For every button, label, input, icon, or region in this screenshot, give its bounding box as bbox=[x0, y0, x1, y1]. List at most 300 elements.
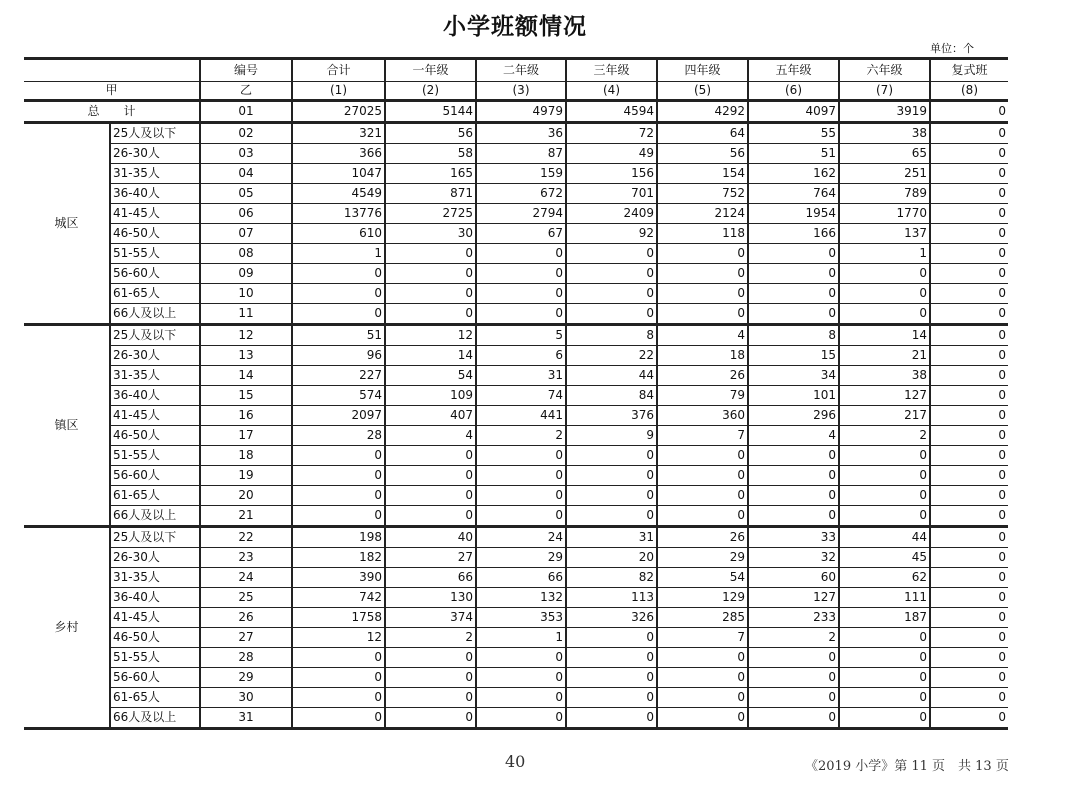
cell-value: 374 bbox=[385, 608, 476, 628]
cell-value: 789 bbox=[839, 184, 930, 204]
cell-value: 285 bbox=[657, 608, 748, 628]
row-code: 20 bbox=[200, 486, 292, 506]
cell-value: 4097 bbox=[748, 101, 839, 123]
cell-value: 1047 bbox=[292, 164, 385, 184]
cell-value: 0 bbox=[839, 648, 930, 668]
cell-value: 182 bbox=[292, 548, 385, 568]
cell-value: 0 bbox=[657, 648, 748, 668]
cell-value: 1758 bbox=[292, 608, 385, 628]
cell-value: 0 bbox=[930, 688, 1008, 708]
cell-value: 0 bbox=[292, 486, 385, 506]
cell-value: 0 bbox=[292, 648, 385, 668]
column-header: 四年级 bbox=[657, 59, 748, 82]
cell-value: 0 bbox=[839, 466, 930, 486]
row-code: 22 bbox=[200, 527, 292, 548]
cell-value: 4 bbox=[385, 426, 476, 446]
cell-value: 137 bbox=[839, 224, 930, 244]
class-size-label: 25人及以下 bbox=[110, 123, 200, 144]
row-code: 17 bbox=[200, 426, 292, 446]
cell-value: 0 bbox=[930, 548, 1008, 568]
cell-value: 0 bbox=[476, 446, 566, 466]
cell-value: 40 bbox=[385, 527, 476, 548]
cell-value: 0 bbox=[930, 346, 1008, 366]
cell-value: 227 bbox=[292, 366, 385, 386]
cell-value: 92 bbox=[566, 224, 657, 244]
column-sub-header: (3) bbox=[476, 82, 566, 101]
cell-value: 0 bbox=[930, 588, 1008, 608]
cell-value: 0 bbox=[748, 708, 839, 729]
cell-value: 45 bbox=[839, 548, 930, 568]
table-row bbox=[24, 244, 1008, 264]
cell-value: 66 bbox=[385, 568, 476, 588]
table-row bbox=[24, 284, 1008, 304]
cell-value: 752 bbox=[657, 184, 748, 204]
cell-value: 28 bbox=[292, 426, 385, 446]
cell-value: 0 bbox=[748, 466, 839, 486]
class-size-label: 31-35人 bbox=[110, 366, 200, 386]
cell-value: 0 bbox=[748, 688, 839, 708]
table-row bbox=[24, 366, 1008, 386]
cell-value: 0 bbox=[839, 304, 930, 325]
row-code: 06 bbox=[200, 204, 292, 224]
cell-value: 111 bbox=[839, 588, 930, 608]
row-code: 04 bbox=[200, 164, 292, 184]
cell-value: 0 bbox=[839, 628, 930, 648]
group-label: 镇区 bbox=[24, 325, 110, 527]
cell-value: 0 bbox=[385, 648, 476, 668]
cell-value: 1 bbox=[292, 244, 385, 264]
table-row bbox=[24, 144, 1008, 164]
cell-value: 74 bbox=[476, 386, 566, 406]
cell-value: 4292 bbox=[657, 101, 748, 123]
cell-value: 0 bbox=[566, 628, 657, 648]
cell-value: 2 bbox=[476, 426, 566, 446]
cell-value: 0 bbox=[657, 668, 748, 688]
cell-value: 701 bbox=[566, 184, 657, 204]
cell-value: 2 bbox=[748, 628, 839, 648]
cell-value: 38 bbox=[839, 366, 930, 386]
row-code: 30 bbox=[200, 688, 292, 708]
cell-value: 0 bbox=[930, 366, 1008, 386]
cell-value: 0 bbox=[292, 688, 385, 708]
row-code: 13 bbox=[200, 346, 292, 366]
cell-value: 9 bbox=[566, 426, 657, 446]
row-code: 02 bbox=[200, 123, 292, 144]
class-size-label: 51-55人 bbox=[110, 446, 200, 466]
row-code: 16 bbox=[200, 406, 292, 426]
cell-value: 326 bbox=[566, 608, 657, 628]
cell-value: 296 bbox=[748, 406, 839, 426]
cell-value: 0 bbox=[748, 648, 839, 668]
row-code: 26 bbox=[200, 608, 292, 628]
class-size-table bbox=[24, 57, 1008, 730]
column-sub-header: (4) bbox=[566, 82, 657, 101]
cell-value: 0 bbox=[748, 486, 839, 506]
row-code: 08 bbox=[200, 244, 292, 264]
cell-value: 27 bbox=[385, 548, 476, 568]
unit-label: 单位：个 bbox=[930, 42, 974, 55]
cell-value: 0 bbox=[657, 244, 748, 264]
cell-value: 58 bbox=[385, 144, 476, 164]
cell-value: 0 bbox=[566, 304, 657, 325]
cell-value: 0 bbox=[930, 608, 1008, 628]
cell-value: 0 bbox=[839, 446, 930, 466]
table-row bbox=[24, 304, 1008, 325]
cell-value: 26 bbox=[657, 366, 748, 386]
column-sub-header: 乙 bbox=[200, 82, 292, 101]
cell-value: 198 bbox=[292, 527, 385, 548]
cell-value: 4979 bbox=[476, 101, 566, 123]
cell-value: 20 bbox=[566, 548, 657, 568]
cell-value: 0 bbox=[566, 688, 657, 708]
column-sub-header: (8) bbox=[930, 82, 1008, 101]
cell-value: 0 bbox=[385, 466, 476, 486]
cell-value: 0 bbox=[930, 123, 1008, 144]
cell-value: 12 bbox=[385, 325, 476, 346]
cell-value: 0 bbox=[930, 224, 1008, 244]
cell-value: 82 bbox=[566, 568, 657, 588]
cell-value: 8 bbox=[566, 325, 657, 346]
row-code: 11 bbox=[200, 304, 292, 325]
row-code: 03 bbox=[200, 144, 292, 164]
cell-value: 0 bbox=[657, 446, 748, 466]
cell-value: 0 bbox=[657, 708, 748, 729]
cell-value: 64 bbox=[657, 123, 748, 144]
column-header: 复式班 bbox=[930, 59, 1008, 82]
cell-value: 0 bbox=[385, 264, 476, 284]
table-row bbox=[24, 466, 1008, 486]
row-code: 24 bbox=[200, 568, 292, 588]
cell-value: 21 bbox=[839, 346, 930, 366]
row-code: 21 bbox=[200, 506, 292, 527]
cell-value: 31 bbox=[566, 527, 657, 548]
cell-value: 13776 bbox=[292, 204, 385, 224]
cell-value: 376 bbox=[566, 406, 657, 426]
class-size-label: 51-55人 bbox=[110, 648, 200, 668]
class-size-label: 36-40人 bbox=[110, 588, 200, 608]
cell-value: 0 bbox=[566, 668, 657, 688]
cell-value: 0 bbox=[930, 304, 1008, 325]
cell-value: 0 bbox=[930, 426, 1008, 446]
class-size-label: 51-55人 bbox=[110, 244, 200, 264]
row-code: 19 bbox=[200, 466, 292, 486]
cell-value: 109 bbox=[385, 386, 476, 406]
cell-value: 353 bbox=[476, 608, 566, 628]
cell-value: 2 bbox=[839, 426, 930, 446]
cell-value: 14 bbox=[839, 325, 930, 346]
cell-value: 159 bbox=[476, 164, 566, 184]
cell-value: 0 bbox=[839, 486, 930, 506]
cell-value: 0 bbox=[476, 668, 566, 688]
cell-value: 79 bbox=[657, 386, 748, 406]
cell-value: 14 bbox=[385, 346, 476, 366]
column-header: 合计 bbox=[292, 59, 385, 82]
row-code: 05 bbox=[200, 184, 292, 204]
column-sub-header: (2) bbox=[385, 82, 476, 101]
cell-value: 55 bbox=[748, 123, 839, 144]
cell-value: 67 bbox=[476, 224, 566, 244]
cell-value: 407 bbox=[385, 406, 476, 426]
cell-value: 5144 bbox=[385, 101, 476, 123]
class-size-label: 25人及以下 bbox=[110, 527, 200, 548]
page-number: 40 bbox=[505, 752, 526, 771]
cell-value: 30 bbox=[385, 224, 476, 244]
cell-value: 113 bbox=[566, 588, 657, 608]
page-title: 小学班额情况 bbox=[443, 14, 587, 40]
cell-value: 0 bbox=[839, 708, 930, 729]
row-code: 27 bbox=[200, 628, 292, 648]
cell-value: 0 bbox=[385, 446, 476, 466]
cell-value: 610 bbox=[292, 224, 385, 244]
cell-value: 1 bbox=[476, 628, 566, 648]
cell-value: 2 bbox=[385, 628, 476, 648]
cell-value: 4594 bbox=[566, 101, 657, 123]
row-code: 01 bbox=[200, 101, 292, 123]
table-row bbox=[24, 264, 1008, 284]
table-row bbox=[24, 123, 1008, 144]
header-sub-row bbox=[24, 82, 1008, 101]
table-row bbox=[24, 506, 1008, 527]
class-size-label: 36-40人 bbox=[110, 184, 200, 204]
cell-value: 441 bbox=[476, 406, 566, 426]
row-code: 10 bbox=[200, 284, 292, 304]
table-row bbox=[24, 628, 1008, 648]
column-sub-header: (7) bbox=[839, 82, 930, 101]
class-size-label: 56-60人 bbox=[110, 668, 200, 688]
row-code: 23 bbox=[200, 548, 292, 568]
cell-value: 72 bbox=[566, 123, 657, 144]
cell-value: 0 bbox=[385, 708, 476, 729]
cell-value: 27025 bbox=[292, 101, 385, 123]
cell-value: 0 bbox=[748, 506, 839, 527]
class-size-label: 56-60人 bbox=[110, 264, 200, 284]
column-header: 六年级 bbox=[839, 59, 930, 82]
cell-value: 18 bbox=[657, 346, 748, 366]
class-size-label: 46-50人 bbox=[110, 426, 200, 446]
cell-value: 0 bbox=[930, 284, 1008, 304]
row-code: 29 bbox=[200, 668, 292, 688]
cell-value: 0 bbox=[292, 708, 385, 729]
cell-value: 51 bbox=[292, 325, 385, 346]
cell-value: 574 bbox=[292, 386, 385, 406]
cell-value: 154 bbox=[657, 164, 748, 184]
cell-value: 0 bbox=[385, 244, 476, 264]
cell-value: 49 bbox=[566, 144, 657, 164]
cell-value: 0 bbox=[292, 466, 385, 486]
cell-value: 0 bbox=[748, 284, 839, 304]
cell-value: 2725 bbox=[385, 204, 476, 224]
row-code: 09 bbox=[200, 264, 292, 284]
cell-value: 764 bbox=[748, 184, 839, 204]
cell-value: 65 bbox=[839, 144, 930, 164]
row-code: 28 bbox=[200, 648, 292, 668]
cell-value: 0 bbox=[385, 668, 476, 688]
cell-value: 871 bbox=[385, 184, 476, 204]
cell-value: 54 bbox=[385, 366, 476, 386]
cell-value: 0 bbox=[476, 284, 566, 304]
class-size-label: 56-60人 bbox=[110, 466, 200, 486]
cell-value: 672 bbox=[476, 184, 566, 204]
class-size-label: 46-50人 bbox=[110, 628, 200, 648]
cell-value: 0 bbox=[385, 284, 476, 304]
cell-value: 127 bbox=[839, 386, 930, 406]
column-header: 编号 bbox=[200, 59, 292, 82]
cell-value: 4 bbox=[657, 325, 748, 346]
cell-value: 233 bbox=[748, 608, 839, 628]
cell-value: 0 bbox=[657, 264, 748, 284]
cell-value: 34 bbox=[748, 366, 839, 386]
class-size-label: 61-65人 bbox=[110, 284, 200, 304]
cell-value: 0 bbox=[476, 264, 566, 284]
cell-value: 0 bbox=[292, 284, 385, 304]
cell-value: 742 bbox=[292, 588, 385, 608]
class-size-label: 36-40人 bbox=[110, 386, 200, 406]
header-blank bbox=[24, 59, 200, 82]
cell-value: 0 bbox=[292, 264, 385, 284]
table-row bbox=[24, 346, 1008, 366]
column-header: 一年级 bbox=[385, 59, 476, 82]
row-code: 07 bbox=[200, 224, 292, 244]
cell-value: 390 bbox=[292, 568, 385, 588]
cell-value: 56 bbox=[385, 123, 476, 144]
total-row bbox=[24, 101, 1008, 123]
cell-value: 156 bbox=[566, 164, 657, 184]
cell-value: 60 bbox=[748, 568, 839, 588]
class-size-label: 25人及以下 bbox=[110, 325, 200, 346]
cell-value: 6 bbox=[476, 346, 566, 366]
table-row bbox=[24, 184, 1008, 204]
cell-value: 0 bbox=[476, 244, 566, 264]
cell-value: 0 bbox=[930, 386, 1008, 406]
cell-value: 0 bbox=[930, 325, 1008, 346]
cell-value: 0 bbox=[385, 688, 476, 708]
cell-value: 0 bbox=[566, 648, 657, 668]
cell-value: 0 bbox=[930, 466, 1008, 486]
cell-value: 0 bbox=[566, 708, 657, 729]
total-label: 总 计 bbox=[24, 101, 200, 123]
cell-value: 0 bbox=[930, 506, 1008, 527]
cell-value: 44 bbox=[566, 366, 657, 386]
cell-value: 0 bbox=[839, 668, 930, 688]
table-row bbox=[24, 426, 1008, 446]
cell-value: 0 bbox=[930, 204, 1008, 224]
cell-value: 118 bbox=[657, 224, 748, 244]
cell-value: 0 bbox=[292, 304, 385, 325]
cell-value: 0 bbox=[930, 527, 1008, 548]
cell-value: 0 bbox=[476, 688, 566, 708]
cell-value: 251 bbox=[839, 164, 930, 184]
cell-value: 129 bbox=[657, 588, 748, 608]
cell-value: 1954 bbox=[748, 204, 839, 224]
cell-value: 132 bbox=[476, 588, 566, 608]
cell-value: 130 bbox=[385, 588, 476, 608]
cell-value: 0 bbox=[657, 506, 748, 527]
table-row bbox=[24, 224, 1008, 244]
cell-value: 2124 bbox=[657, 204, 748, 224]
table-row bbox=[24, 386, 1008, 406]
cell-value: 0 bbox=[657, 284, 748, 304]
cell-value: 7 bbox=[657, 628, 748, 648]
class-size-label: 66人及以上 bbox=[110, 506, 200, 527]
cell-value: 0 bbox=[566, 506, 657, 527]
cell-value: 0 bbox=[930, 244, 1008, 264]
table-row bbox=[24, 668, 1008, 688]
cell-value: 0 bbox=[385, 506, 476, 527]
table-row bbox=[24, 708, 1008, 729]
cell-value: 87 bbox=[476, 144, 566, 164]
cell-value: 321 bbox=[292, 123, 385, 144]
cell-value: 24 bbox=[476, 527, 566, 548]
class-size-label: 31-35人 bbox=[110, 164, 200, 184]
cell-value: 360 bbox=[657, 406, 748, 426]
cell-value: 0 bbox=[748, 304, 839, 325]
cell-value: 0 bbox=[566, 244, 657, 264]
class-size-label: 41-45人 bbox=[110, 204, 200, 224]
cell-value: 54 bbox=[657, 568, 748, 588]
cell-value: 29 bbox=[476, 548, 566, 568]
class-size-label: 61-65人 bbox=[110, 688, 200, 708]
cell-value: 4549 bbox=[292, 184, 385, 204]
table-row bbox=[24, 204, 1008, 224]
cell-value: 51 bbox=[748, 144, 839, 164]
cell-value: 366 bbox=[292, 144, 385, 164]
cell-value: 32 bbox=[748, 548, 839, 568]
cell-value: 0 bbox=[657, 304, 748, 325]
class-size-label: 26-30人 bbox=[110, 144, 200, 164]
cell-value: 0 bbox=[930, 568, 1008, 588]
cell-value: 127 bbox=[748, 588, 839, 608]
cell-value: 2097 bbox=[292, 406, 385, 426]
cell-value: 56 bbox=[657, 144, 748, 164]
cell-value: 44 bbox=[839, 527, 930, 548]
cell-value: 5 bbox=[476, 325, 566, 346]
cell-value: 0 bbox=[930, 628, 1008, 648]
column-sub-header: (5) bbox=[657, 82, 748, 101]
cell-value: 0 bbox=[476, 466, 566, 486]
page-info: 《2019 小学》第 11 页 共 13 页 bbox=[805, 759, 1009, 774]
table-row bbox=[24, 527, 1008, 548]
cell-value: 0 bbox=[839, 264, 930, 284]
cell-value: 0 bbox=[930, 164, 1008, 184]
cell-value: 12 bbox=[292, 628, 385, 648]
column-header: 二年级 bbox=[476, 59, 566, 82]
cell-value: 31 bbox=[476, 366, 566, 386]
cell-value: 0 bbox=[839, 284, 930, 304]
cell-value: 66 bbox=[476, 568, 566, 588]
cell-value: 101 bbox=[748, 386, 839, 406]
cell-value: 0 bbox=[748, 244, 839, 264]
cell-value: 4 bbox=[748, 426, 839, 446]
class-size-label: 31-35人 bbox=[110, 568, 200, 588]
cell-value: 0 bbox=[566, 284, 657, 304]
cell-value: 0 bbox=[930, 486, 1008, 506]
table-row bbox=[24, 648, 1008, 668]
cell-value: 0 bbox=[657, 688, 748, 708]
cell-value: 0 bbox=[476, 506, 566, 527]
table-row bbox=[24, 486, 1008, 506]
cell-value: 0 bbox=[292, 668, 385, 688]
cell-value: 29 bbox=[657, 548, 748, 568]
header-row bbox=[24, 59, 1008, 82]
cell-value: 0 bbox=[930, 668, 1008, 688]
class-size-label: 66人及以上 bbox=[110, 304, 200, 325]
table-row bbox=[24, 588, 1008, 608]
cell-value: 0 bbox=[476, 486, 566, 506]
column-header: 三年级 bbox=[566, 59, 657, 82]
cell-value: 1770 bbox=[839, 204, 930, 224]
cell-value: 0 bbox=[930, 648, 1008, 668]
cell-value: 0 bbox=[566, 466, 657, 486]
